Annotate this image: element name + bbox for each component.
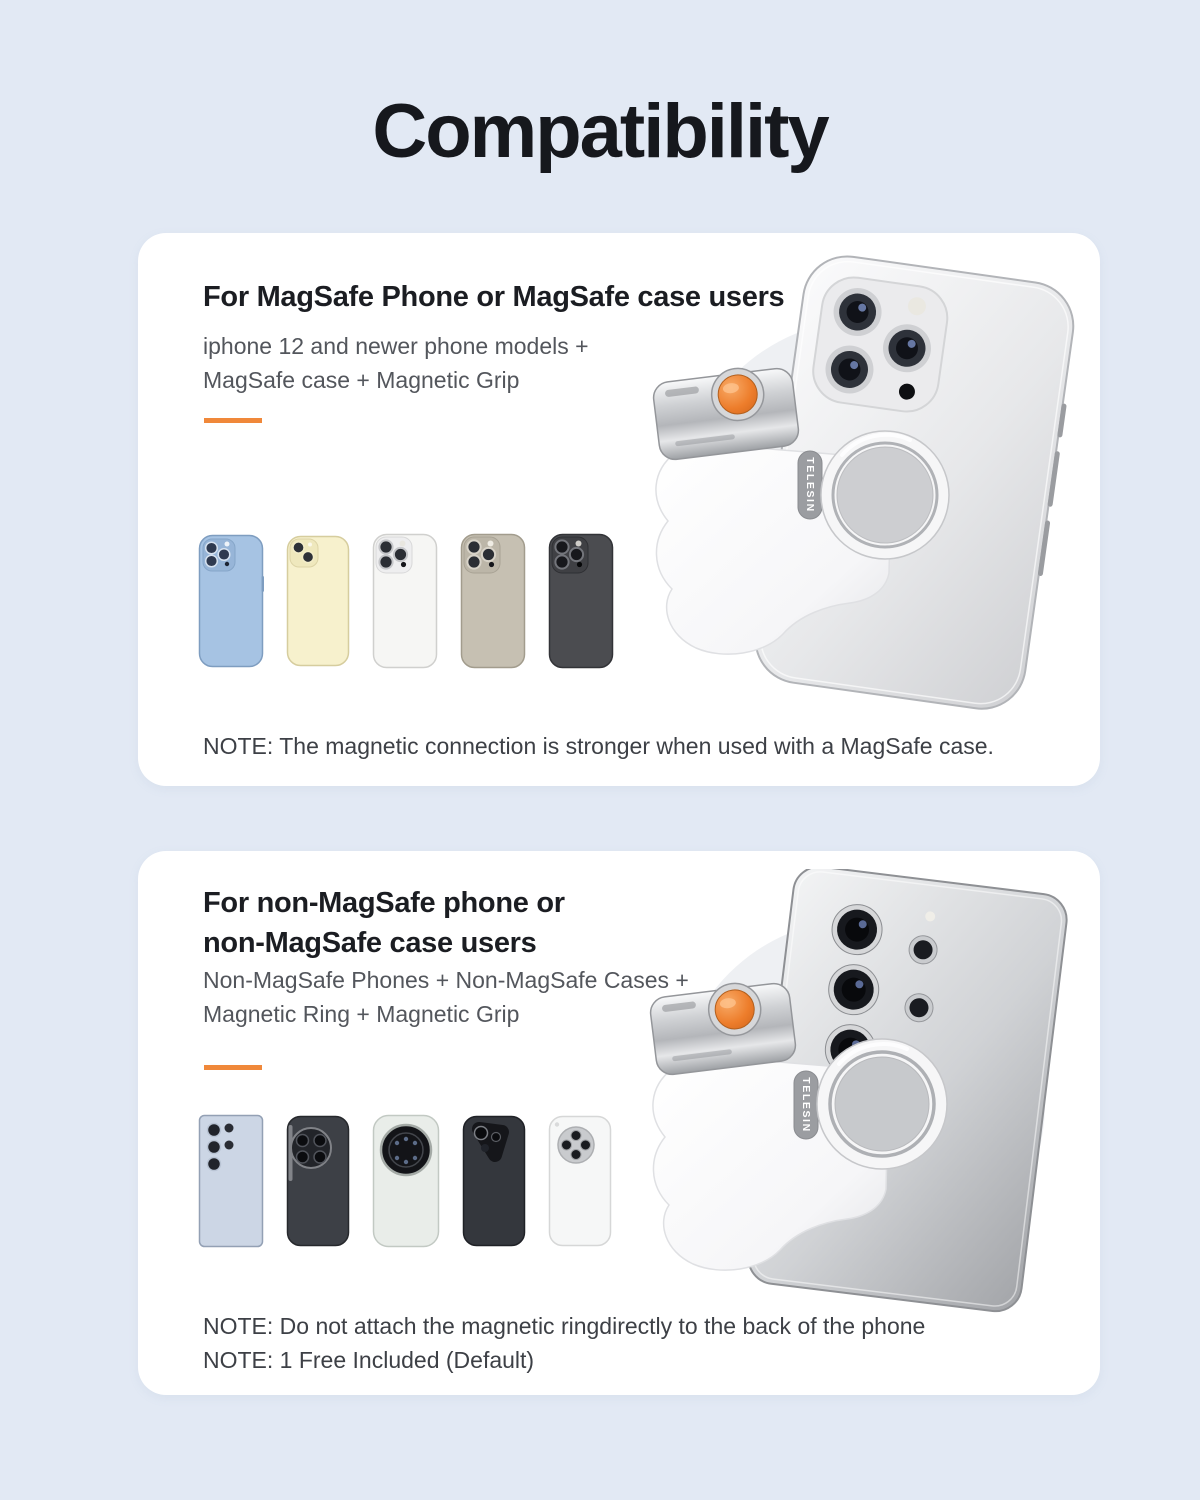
grip-chrome-top	[648, 977, 797, 1076]
card-subtitle-line: Non-MagSafe Phones + Non-MagSafe Cases +	[203, 967, 689, 993]
brand-badge	[794, 1071, 818, 1139]
phone-thumb-iphone-pro-titanium	[460, 533, 526, 669]
card-note-line: NOTE: Do not attach the magnetic ringdirectly to the back of the phone	[203, 1313, 926, 1339]
circle-camera-icon	[291, 1128, 331, 1168]
compat-card-non-magsafe	[138, 851, 1100, 1395]
card-subtitle-line: Magnetic Ring + Magnetic Grip	[203, 1001, 520, 1027]
card-note	[203, 1309, 925, 1377]
phone-thumb-huawei-pura-black	[462, 1115, 526, 1247]
brand-vertical-label: TELESIN	[804, 457, 817, 513]
phone-lineup-android	[198, 1111, 612, 1251]
grip-chrome-top	[651, 362, 800, 461]
phone-lineup-iphones	[198, 531, 614, 671]
product-photo-grip-on-android	[620, 869, 1090, 1374]
card-heading-line: For non-MagSafe phone or	[203, 887, 565, 919]
round-silver-camera-icon	[558, 1127, 594, 1163]
magnetic-ring	[817, 1039, 947, 1169]
card-subtitle-line: MagSafe case + Magnetic Grip	[203, 367, 520, 393]
accent-divider	[204, 418, 262, 423]
magnetic-ring	[821, 431, 949, 559]
brand-badge	[798, 451, 822, 519]
compat-card-magsafe	[138, 233, 1100, 786]
phone-thumb-iphone-pro-black	[548, 533, 614, 669]
phone-thumb-iphone-13-pro-blue	[198, 534, 264, 668]
phone-thumb-xiaomi-ultra-white	[372, 1114, 440, 1248]
phone-thumb-iphone-15-yellow	[286, 535, 350, 667]
large-circle-camera-icon	[381, 1125, 431, 1175]
brand-vertical-label: TELESIN	[800, 1077, 813, 1133]
phone-thumb-iphone-pro-white	[372, 533, 438, 669]
accent-divider	[204, 1065, 262, 1070]
page-title: Compatibility	[372, 89, 828, 174]
grip-on-iphone-illustration	[620, 255, 1090, 760]
card-heading-line: For MagSafe Phone or MagSafe case users	[203, 281, 785, 313]
iphone-camera-module	[809, 273, 951, 415]
phone-thumb-galaxy-ultra-blue	[198, 1114, 264, 1248]
card-note-line: NOTE: 1 Free Included (Default)	[203, 1347, 535, 1373]
card-heading	[203, 883, 565, 963]
card-heading-line: non-MagSafe case users	[203, 927, 537, 959]
phone-thumb-white-circle-camera	[548, 1115, 612, 1247]
grip-on-android-illustration	[620, 869, 1090, 1374]
card-subtitle	[203, 963, 689, 1031]
phone-thumb-oneplus-black	[286, 1115, 350, 1247]
card-subtitle	[203, 329, 589, 397]
card-subtitle-line: iphone 12 and newer phone models +	[203, 333, 589, 359]
product-photo-grip-on-iphone	[620, 255, 1090, 760]
card-note	[203, 729, 994, 763]
card-note-line: NOTE: The magnetic connection is stronger when used with a MagSafe case.	[203, 733, 994, 759]
